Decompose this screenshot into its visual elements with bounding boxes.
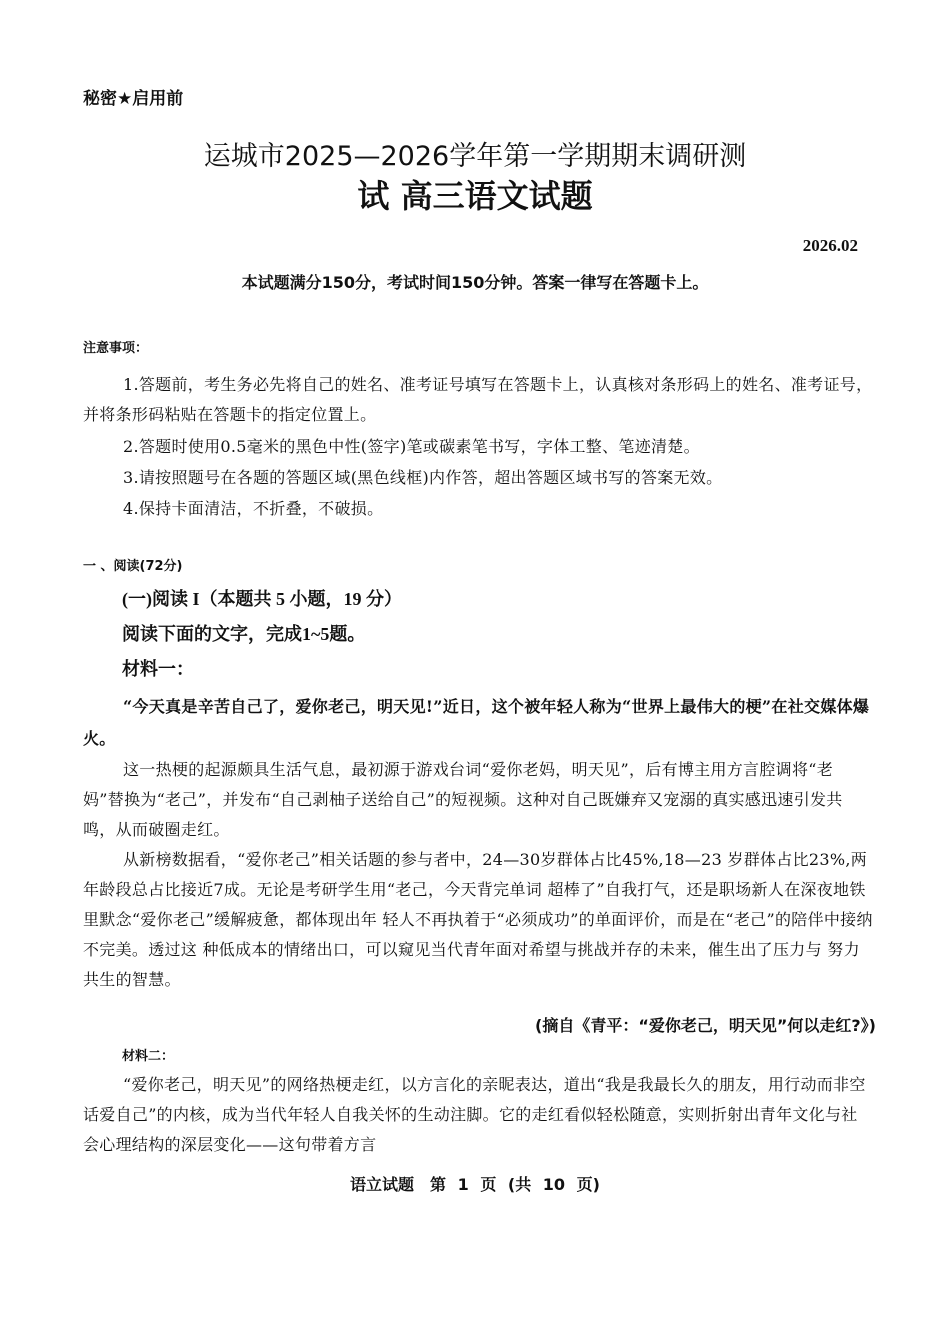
material2-paragraph-1: “爱你老己，明天见”的网络热梗走红，以方言化的亲昵表达，道出“我是我最长久的朋友，用行动而非空话爱自己”的内核，成为当代年轻人自我关怀的生动注脚。它的走红看似轻松随意，实则折射出青年文化与社会心理结构的深层变化——这句带着方言 <box>83 1075 866 1154</box>
notice-heading: 注意事项： <box>83 341 149 356</box>
section-heading: 一 、阅读(72分) <box>83 559 183 574</box>
subsection-heading: (一)阅读 I（本题共 5 小题，19 分） <box>122 589 402 609</box>
material2-label: 材料二： <box>122 1049 175 1064</box>
notice-item-3: 3.请按照题号在各题的答题区域(黑色线框)内作答，超出答题区域书写的答案无效。 <box>123 468 723 487</box>
notice-item-2: 2.答题时使用0.5毫米的黑色中性(签字)笔或碳素笔书写，字体工整、笔迹清楚。 <box>123 437 700 456</box>
material1-paragraph-2: 这一热梗的起源颇具生活气息，最初源于游戏台词“爱你老妈，明天见”，后有博主用方言腔调将“老妈”替换为“老己”，并发布“自己剥柚子送给自己”的短视频。这种对自己既嫌弃又宠溺的真实感迅速引发共鸣，从而破圈走红。 <box>83 760 843 839</box>
page-footer: 语立试题 第 1 页 (共 10 页) <box>350 1175 600 1194</box>
confidential-label: 秘密★启用前 <box>83 89 184 109</box>
notice-item-1: 1.答题前，考生务必先将自己的姓名、准考证号填写在答题卡上，认真核对条形码上的姓名、准考证号，并将条形码粘贴在答题卡的指定位置上。 <box>83 375 873 424</box>
exam-date: 2026.02 <box>802 236 858 255</box>
exam-intro: 本试题满分150分，考试时间150分钟。答案一律写在答题卡上。 <box>241 273 709 292</box>
instruction: 阅读下面的文字，完成1~5题。 <box>122 624 366 644</box>
material1-paragraph-1: “今天真是辛苦自己了，爱你老己，明天见!”近日，这个被年轻人称为“世界上最伟大的梗”在社交媒体爆火。 <box>83 697 870 748</box>
notice-item-4: 4.保持卡面清洁，不折叠，不破损。 <box>123 499 384 518</box>
exam-title-line1: 运城市2025—2026学年第一学期期末调研测 <box>203 141 747 172</box>
exam-title-line2: 试 高三语文试题 <box>357 177 593 215</box>
material1-label: 材料一： <box>122 659 194 679</box>
material1-paragraph-3: 从新榜数据看，“爱你老己”相关话题的参与者中，24—30岁群体占比45%,18—23 岁群体占比23%,两年龄段总占比接近7成。无论是考研学生用“老己，今天背完单词 超棒了”自我打气，还是职场新人在深夜地铁里默念“爱你老己”缓解疲惫，都体现出年 轻人不再执着于“必须成功”的单面评价，而是在“老己”的陪伴中接纳不完美。透过这 种低成本的情绪出口，可以窥见当代青年面对希望与挑战并存的未来，催生出了压力与 努力共生的智慧。 <box>83 850 873 989</box>
material1-source: (摘自《青平：“爱你老己，明天见”何以走红?》) <box>535 1016 876 1035</box>
